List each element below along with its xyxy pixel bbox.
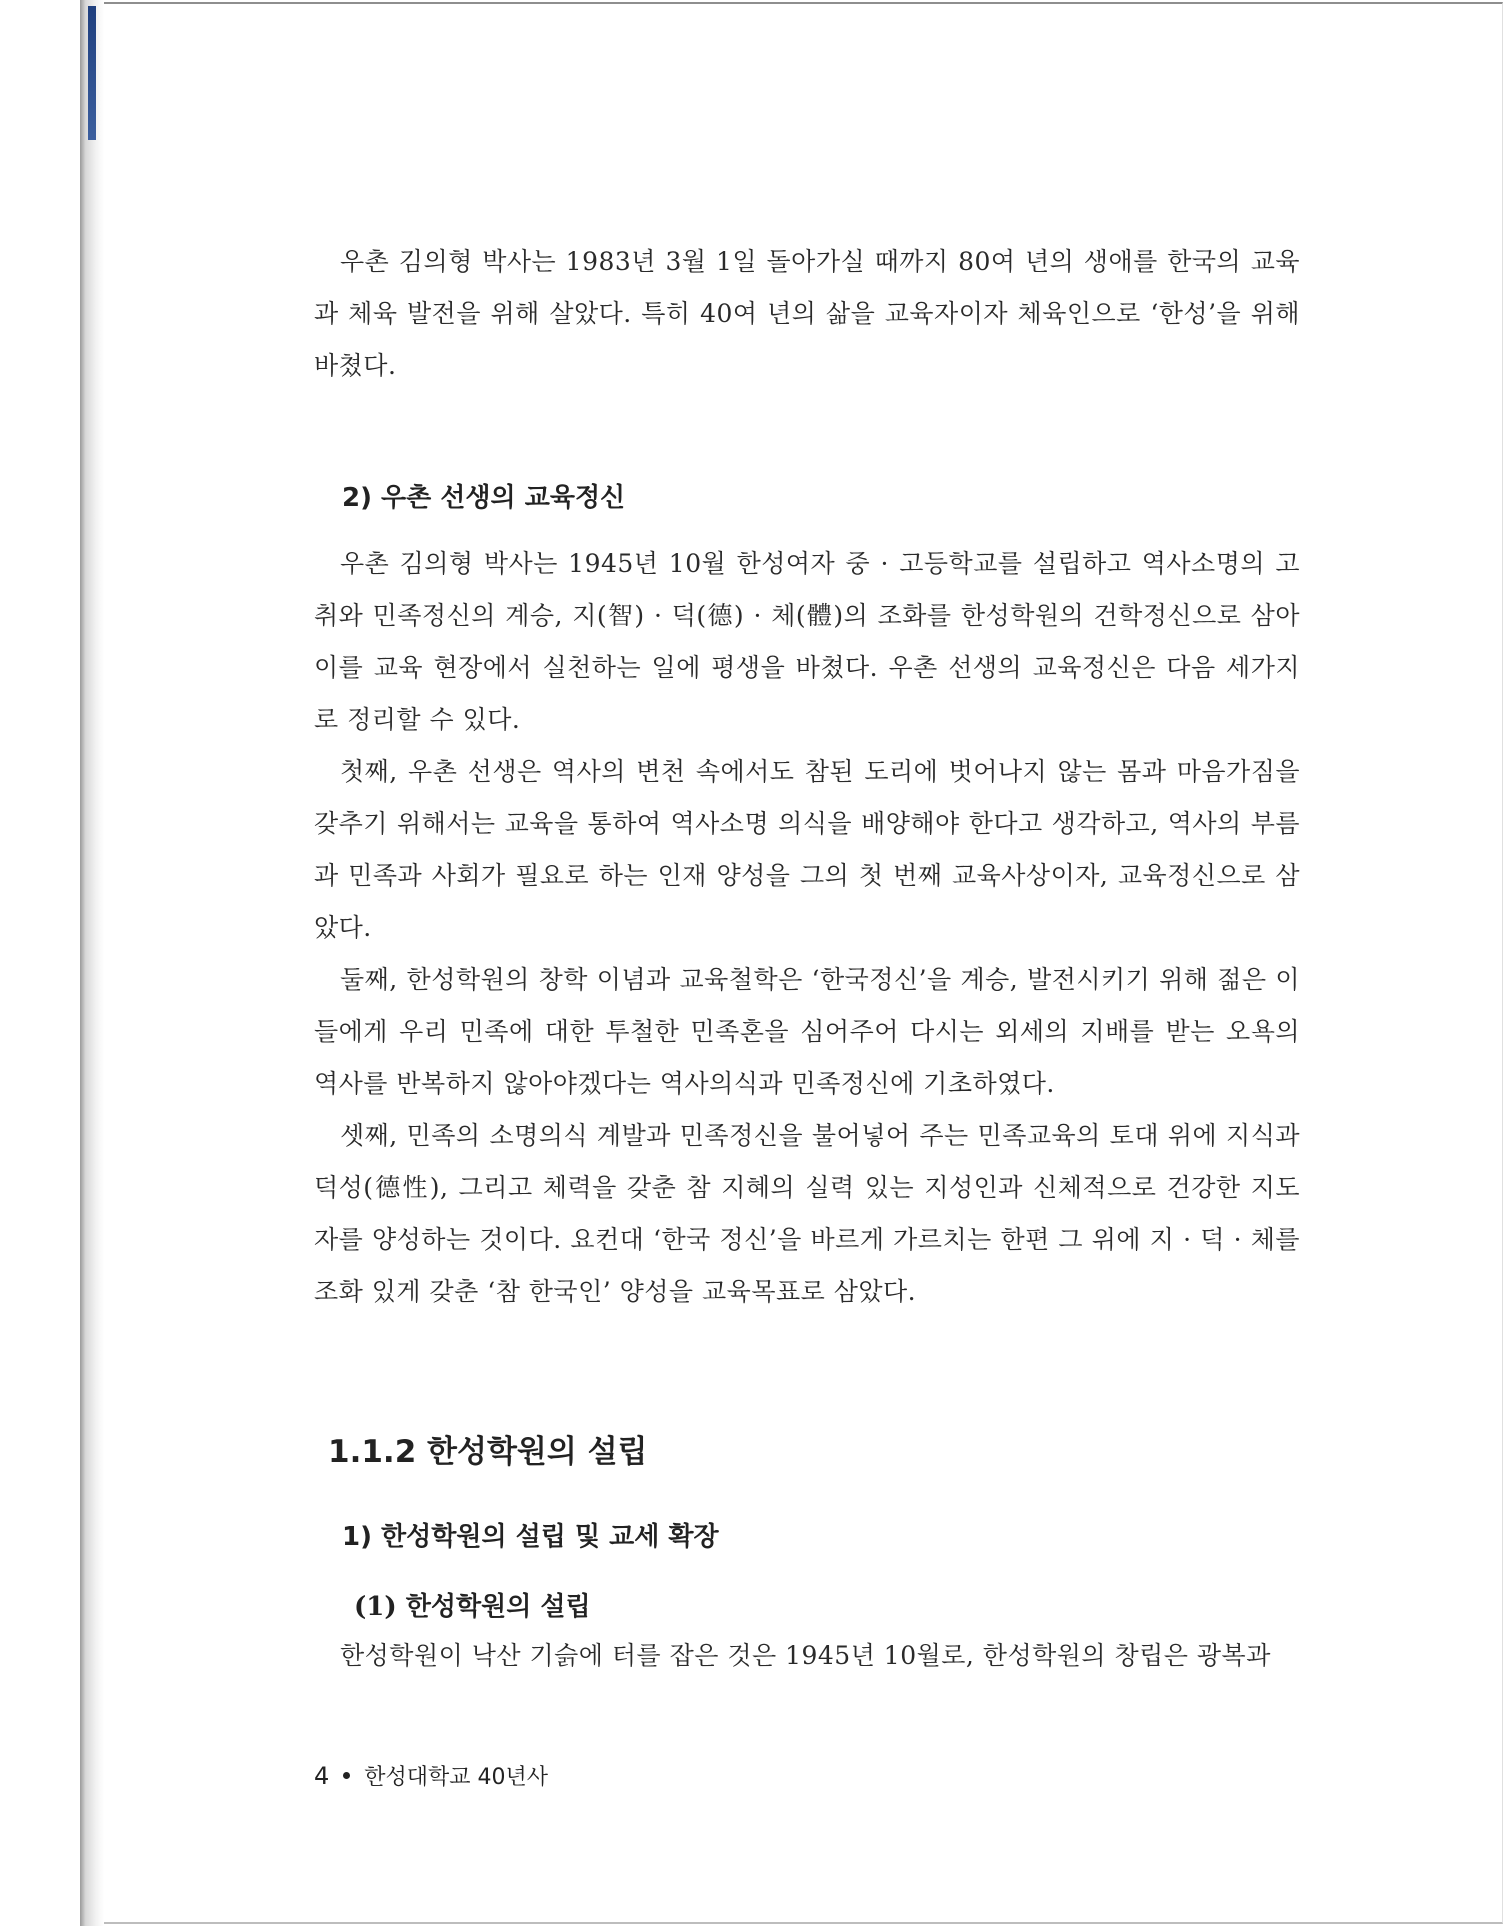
section-heading-founding-expansion: 1) 한성학원의 설립 및 교세 확장 (342, 1522, 719, 1552)
bullet-separator-icon (343, 1772, 350, 1779)
body-paragraph: 첫째, 우촌 선생은 역사의 변천 속에서도 참된 도리에 벗어나지 않는 몸과 마음가짐을 갖추기 위해서는 교육을 통하여 역사소명 의식을 배양해야 한다고 생각하고, 역사의 부름과 민족과 사회가 필요로 하는 인재 양성을 그의 첫 번째 교육사상이자, 교육정신으로 삼았다. (314, 757, 1300, 942)
book-title: 한성대학교 40년사 (364, 1765, 549, 1790)
body-paragraph: 셋째, 민족의 소명의식 계발과 민족정신을 불어넣어 주는 민족교육의 토대 위에 지식과 덕성(德性), 그리고 체력을 갖춘 참 지혜의 실력 있는 지성인과 신체적으로 건강한 지도자를 양성하는 것이다. 요컨대 ‘한국 정신’을 바르게 가르치는 한편 그 위에 지 · 덕 · 체를 조화 있게 갖춘 ‘참 한국인’ 양성을 교육목표로 삼았다. (314, 1121, 1300, 1306)
body-paragraph: 우촌 김의형 박사는 1945년 10월 한성여자 중 · 고등학교를 설립하고 역사소명의 고취와 민족정신의 계승, 지(智) · 덕(德) · 체(體)의 조화를 한성학원의 건학정신으로 삼아 이를 교육 현장에서 실천하는 일에 평생을 바쳤다. 우촌 선생의 교육정신은 다음 세가지로 정리할 수 있다. (314, 549, 1300, 734)
page-number: 4 (314, 1761, 330, 1790)
spine-color-band (88, 6, 96, 140)
body-paragraph: 둘째, 한성학원의 창학 이념과 교육철학은 ‘한국정신’을 계승, 발전시키기 위해 젊은 이들에게 우리 민족에 대한 투철한 민족혼을 심어주어 다시는 외세의 지배를 받는 오욕의 역사를 반복하지 않아야겠다는 역사의식과 민족정신에 기초하였다. (314, 965, 1300, 1098)
body-paragraph: 한성학원이 낙산 기슭에 터를 잡은 것은 1945년 10월로, 한성학원의 창립은 광복과 (340, 1641, 1271, 1670)
subsection-heading-founding: (1) 한성학원의 설립 (354, 1592, 591, 1622)
book-edge (86, 0, 104, 1926)
page-footer (314, 1760, 548, 1791)
intro-paragraph: 우촌 김의형 박사는 1983년 3월 1일 돌아가실 때까지 80여 년의 생애를 한국의 교육과 체육 발전을 위해 살았다. 특히 40여 년의 삶을 교육자이자 체육인으로 ‘한성’을 위해 바쳤다. (314, 247, 1300, 380)
chapter-heading-founding: 1.1.2 한성학원의 설립 (328, 1434, 648, 1470)
section-heading-education-spirit: 2) 우촌 선생의 교육정신 (342, 483, 626, 513)
